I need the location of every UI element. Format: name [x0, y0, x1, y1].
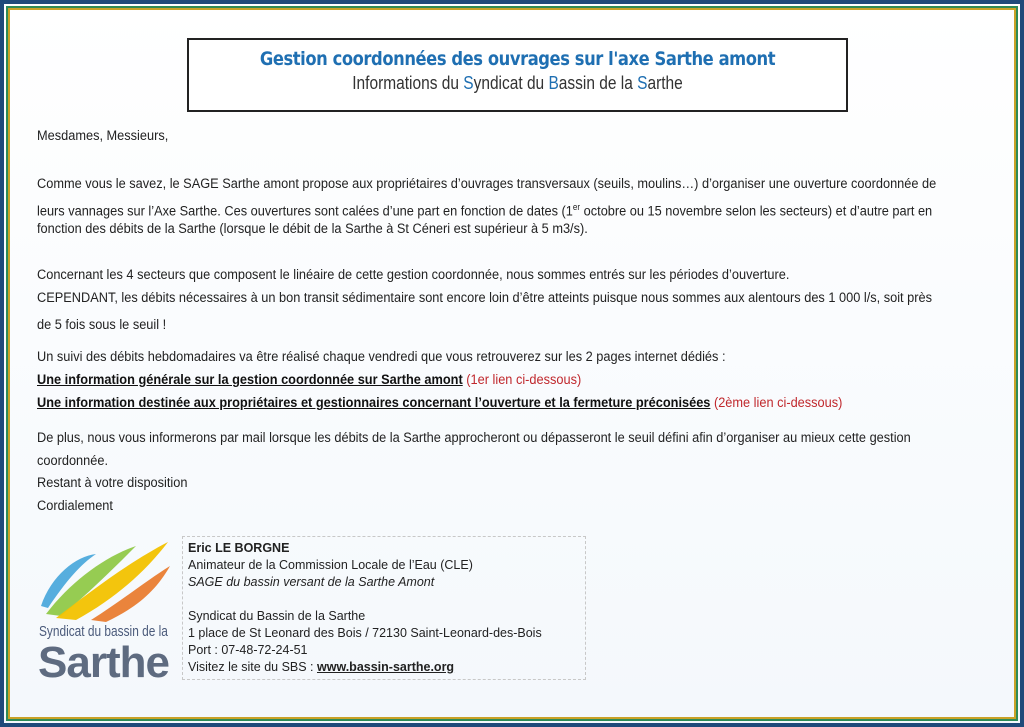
paragraph-2-line-1: Concernant les 4 secteurs que composent le linéaire de cette gestion coordonnée, nous sommes entrés sur les périodes d’ouverture.: [37, 267, 790, 283]
page-title: Gestion coordonnées des ouvrages sur l'axe Sarthe amont: [259, 48, 776, 70]
header-box: [187, 38, 848, 112]
signature-org: Syndicat du Bassin de la Sarthe: [188, 609, 366, 623]
paragraph-3-line-1: Un suivi des débits hebdomadaires va être réalisé chaque vendredi que vous retrouverez sur les 2 pages internet dédiés :: [37, 349, 726, 365]
closing-line-1: Restant à votre disposition: [37, 475, 188, 491]
paragraph-1-line-3: fonction des débits de la Sarthe (lorsque le débit de la Sarthe à St Céneri est supérieur à 5 m3/s).: [37, 221, 588, 237]
logo-line-2: Sarthe: [38, 638, 169, 687]
link-owners-info[interactable]: Une information destinée aux propriétaires et gestionnaires concernant l’ouverture et la fermeture préconisées: [37, 395, 711, 411]
paragraph-2-line-3: de 5 fois sous le seuil !: [37, 317, 167, 333]
paragraph-4-line-1: De plus, nous vous informerons par mail lorsque les débits de la Sarthe approcheront ou dépasseront le seuil défini afin d’organiser au mieux cette gestion: [37, 430, 911, 446]
signature-phone: Port : 07-48-72-24-51: [188, 643, 308, 657]
greeting: Mesdames, Messieurs,: [37, 128, 169, 144]
closing-line-2: Cordialement: [37, 498, 113, 514]
link-2-note: (2ème lien ci-dessous): [710, 395, 843, 411]
sbs-logo-swoosh: [36, 536, 176, 626]
signature-role: Animateur de la Commission Locale de l’Eau (CLE): [188, 558, 473, 572]
link-row-2: [37, 391, 842, 415]
paragraph-1-line-1: Comme vous le savez, le SAGE Sarthe amont propose aux propriétaires d’ouvrages transversaux (seuils, moulins…) d’organiser une ouverture coordonnée de: [37, 176, 937, 192]
page-subtitle: Informations du Syndicat du Bassin de la Sarthe: [352, 73, 683, 93]
signature-address: 1 place de St Leonard des Bois / 72130 Saint-Leonard-des-Bois: [188, 626, 542, 640]
paragraph-4-line-2: coordonnée.: [37, 453, 109, 469]
link-general-info[interactable]: Une information générale sur la gestion coordonnée sur Sarthe amont: [37, 372, 463, 388]
signature-site: Visitez le site du SBS : www.bassin-sarthe.org: [188, 660, 455, 674]
link-row-1: [37, 368, 581, 392]
logo-line-1: Syndicat du bassin de la: [39, 624, 168, 640]
website-link[interactable]: www.bassin-sarthe.org: [317, 660, 455, 674]
signature-sage: SAGE du bassin versant de la Sarthe Amont: [188, 575, 435, 589]
signature-name: Eric LE BORGNE: [188, 541, 290, 555]
paragraph-1-line-2: leurs vannages sur l’Axe Sarthe. Ces ouvertures sont calées d’une part en fonction de dates (1er octobre ou 15 novembre selon les secteurs) et d’autre part en: [37, 202, 933, 220]
link-1-note: (1er lien ci-dessous): [462, 372, 582, 388]
paragraph-2-line-2: CEPENDANT, les débits nécessaires à un bon transit sédimentaire sont encore loin d’être atteints puisque nous sommes aux alentours des 1 000 l/s, soit près: [37, 290, 932, 306]
